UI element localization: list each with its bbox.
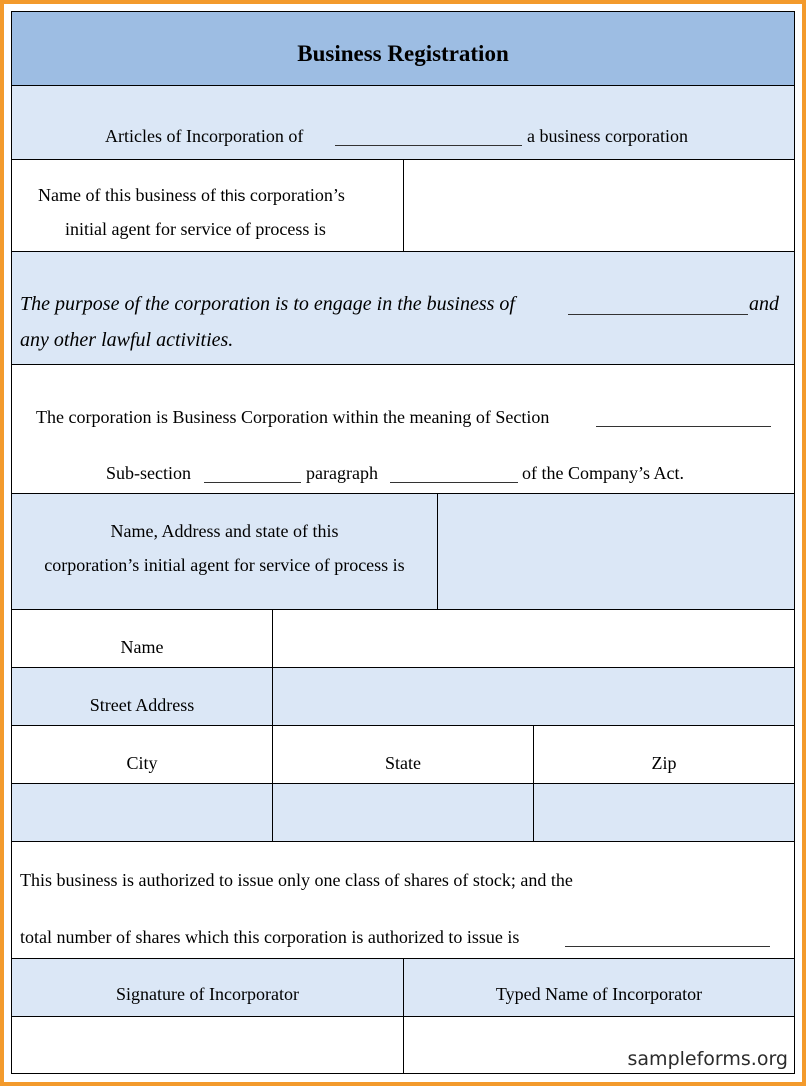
zip-label: Zip [651,753,677,773]
shares-row [12,842,794,958]
subsection-label: Sub-section [106,463,191,483]
section-blank[interactable] [596,410,771,427]
typed-name-label-cell [404,959,794,1016]
street-address-field[interactable] [273,668,794,725]
business-name-line1: Name of this business of this corporation’s [38,185,345,205]
state-field[interactable] [273,784,533,841]
signature-field[interactable] [12,1017,403,1073]
typed-name-label: Typed Name of Incorporator [495,984,703,1004]
agent-label-cell [12,494,437,609]
section-line2-end: of the Company’s Act. [522,463,684,483]
street-address-label: Street Address [89,695,195,715]
business-name-field[interactable] [404,160,794,251]
state-label-cell [273,726,533,783]
agent-line1: Name, Address and state of this [110,521,339,541]
section-line1: The corporation is Business Corporation within the meaning of Section [36,407,550,427]
agent-line2: corporation’s initial agent for service of process is [44,555,405,575]
shares-line1: This business is authorized to issue only one class of shares of stock; and the [20,870,573,890]
city-field[interactable] [12,784,272,841]
watermark: sampleforms.org [627,1048,788,1070]
name-field[interactable] [273,610,794,667]
form-header [12,12,794,85]
zip-field[interactable] [534,784,794,841]
registration-form [11,11,795,1074]
business-name-label-cell [12,160,403,251]
street-label-cell [12,668,272,725]
number-of-shares-blank[interactable] [565,930,770,947]
corporation-name-blank[interactable] [335,129,522,146]
subsection-blank[interactable] [204,466,301,483]
signature-label-cell [12,959,403,1016]
city-label: City [126,753,158,773]
name-label-cell [12,610,272,667]
signature-label: Signature of Incorporator [116,984,299,1004]
paragraph-label: paragraph [306,463,378,483]
section-row [12,365,794,493]
articles-row [12,86,794,159]
purpose-line1: The purpose of the corporation is to engage in the business of [20,293,515,315]
articles-suffix: a business corporation [527,126,688,146]
zip-label-cell [534,726,794,783]
paragraph-blank[interactable] [390,466,518,483]
business-purpose-blank[interactable] [568,298,748,315]
purpose-line2: any other lawful activities. [20,329,234,351]
business-name-line2: initial agent for service of process is [65,219,326,239]
state-label: State [385,753,421,773]
articles-prefix: Articles of Incorporation of [105,126,304,146]
agent-field[interactable] [438,494,794,609]
purpose-line1-end: and [749,293,779,315]
shares-line2: total number of shares which this corporation is authorized to issue is [20,927,520,947]
name-label: Name [120,637,164,657]
purpose-row [12,252,794,364]
form-title: Business Registration [297,41,509,66]
city-label-cell [12,726,272,783]
